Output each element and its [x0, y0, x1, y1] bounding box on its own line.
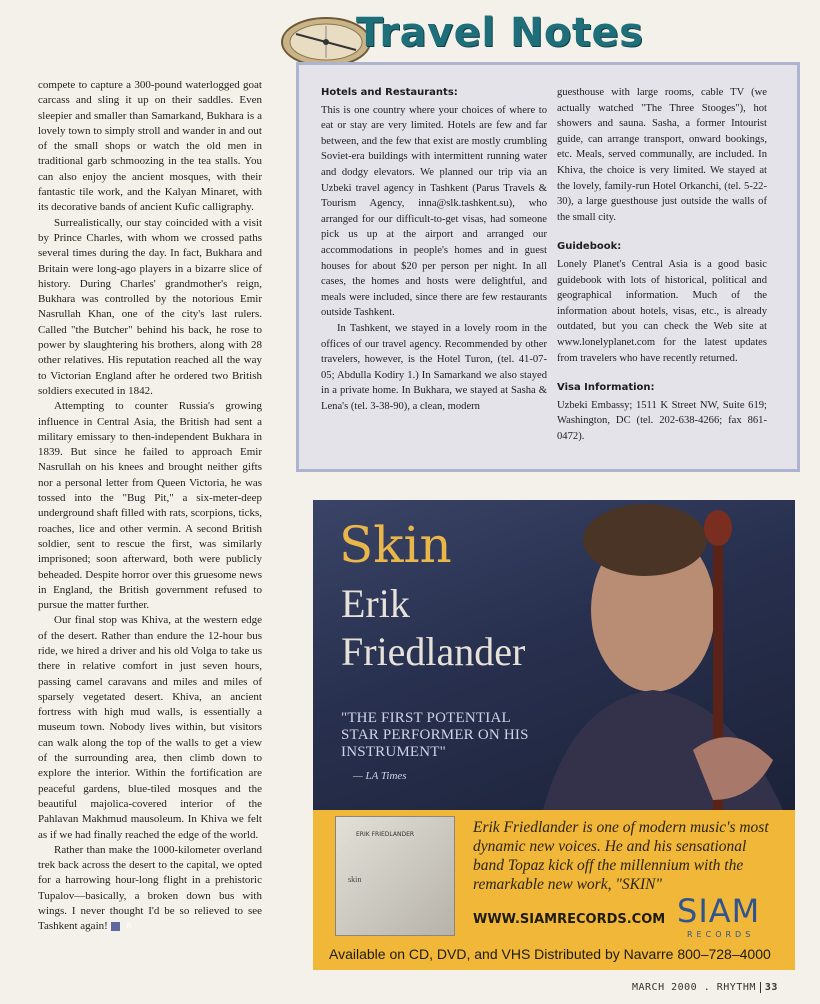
guidebook-heading: Guidebook:	[557, 241, 622, 253]
availability-text: Available on CD, DVD, and VHS Distributed by Navarre 800–728–4000	[329, 946, 771, 962]
section-header	[280, 4, 644, 66]
cd-cover-album: skin	[348, 875, 362, 884]
hotels-heading: Hotels and Restaurants:	[321, 87, 458, 98]
album-title: Skin	[339, 516, 452, 574]
issue-label: MARCH 2000 . RHYTHM	[632, 982, 756, 993]
article-paragraph: Our final stop was Khiva, at the western edge of the desert. Rather than endure the 12-hour bus ride, we hired a driver and his old Volga to take us there in relative comfort in just seven hours, passing camel caravans and miles and miles of sparsely vegetated desert. Khiva, an ancient fortress with high mud walls, is essentially a museum town. Nobody lives within, but visitors can walk along the top of the walls to get a view of the surrounding area, then climb down to explore the interior. Within the fortification are peaceful gardens, blue-tiled mosques and the beautiful majolica-covered interior of the Pahlavan Makhmud mausoleum. In Khiva we felt as if we had finally reached the edge of the world.	[38, 614, 262, 841]
article-paragraph: Surrealistically, our stay coincided with a visit by Prince Charles, with whom we crossed paths several times during the day. In fact, Bukhara and Britain were long-ago players in a bizarre slice of history. During Charles' grandmother's reign, Bukhara was controlled by the notorious Emir Nasrullah Khan, one of the city's last rulers. Called "the Butcher" behind his back, he rose to power by slaughtering his brothers, along with 28 other relatives. His reputation reached all the way to Victorian England after he ordered two British soldiers executed in 1842.	[38, 216, 262, 397]
article-paragraph: Attempting to counter Russia's growing influence in Central Asia, the British had sent a military emissary to then-independent Bukhara in 1839. But since he failed to approach Emir Nasrullah on his knees and brought neither gifts nor a personal letter from Queen Victoria, he was tossed into the "Bug Pit," a six-meter-deep underground shaft filled with rats, scorpions, ticks, roaches, lice and other vermin. A second British soldier, sent to rescue the first, was similarly imprisoned; soon afterward, both were publicly beheaded. Despite horror over this gruesome news in England, the British government refused to pursue the matter further.	[38, 400, 262, 612]
guidebook-text: Lonely Planet's Central Asia is a good basic guidebook with lots of historical, political and geographical information. Much of the information about hotels, visas, etc., is already outdated, but you can check the Web site at www.lonelyplanet.com for the latest updates from travelers who have recently returned.	[557, 258, 767, 364]
artist-first-name: Erik	[341, 581, 410, 626]
travel-notes-box	[296, 62, 800, 472]
visa-heading: Visa Information:	[557, 382, 655, 394]
cd-cover-image	[335, 816, 455, 936]
page-footer	[632, 982, 778, 993]
article-paragraph	[38, 843, 262, 935]
press-quote-source: — LA Times	[353, 770, 407, 782]
article-closing-text: Rather than make the 1000-kilometer overland trek back across the desert to the capital, we opted for a harrowing hour-long flight in a prehistoric Tupalov—basically, a broken down bus with wings. I never thought I'd be so relieved to see Tashkent again!	[38, 843, 262, 933]
article-paragraph: compete to capture a 300-pound waterlogged goat carcass and sling it up on their saddles. Even sleepier and smaller than Samarkand, Bukhara is a lovely town to simply stroll and wander in and out of the small shops or watch the old men in traditional garb schmoozing in the tea stalls. You can also enjoy the ancient mosques, with their fantastic tile work, and the Kalyan Minaret, with its decorative bands of ancient Kufic calligraphy.	[38, 79, 262, 214]
notes-column-2	[557, 85, 767, 444]
artist-last-name: Friedlander	[341, 629, 526, 674]
ad-info-panel	[313, 810, 795, 970]
article-column	[38, 78, 262, 935]
hotels-paragraph: In Tashkent, we stayed in a lovely room in the offices of our travel agency. Recommended by other travelers, however, is the Hotel Turon, (tel. 41-07-05; Abdulla Kodiry 1.) In Samarkand we also stayed in a private home. In Bukhara, we stayed at Sasha & Lena's (tel. 3-38-90), a clean, modern	[321, 322, 547, 412]
visa-text: Uzbeki Embassy; 1511 K Street NW, Suite 619; Washington, DC (tel. 202-638-4266; fax 861-0472).	[557, 399, 767, 442]
page-number: 33	[760, 982, 778, 993]
hotels-paragraph: guesthouse with large rooms, cable TV (we actually watched "The Three Stooges"), hot showers and sauna. Sasha, a former Intourist guide, can arrange transport, onward bookings, etc. Meals, served communally, are included. In Khiva, the choice is very limited. We stayed at the lovely, family-run Hotel Orkanchi, (tel. 5-22-30), a large guesthouse just outside the walls of the small city.	[557, 87, 767, 223]
artist-photo	[313, 500, 795, 810]
siam-records-logo-sub: RECORDS	[687, 930, 755, 939]
cd-cover-artist: ERIK FRIEDLANDER	[356, 831, 415, 838]
notes-column-1	[321, 85, 547, 414]
siam-records-logo: SIAM	[677, 892, 761, 930]
hotels-paragraph: This is one country where your choices of where to eat or stay are very limited. Hotels are few and far between, and the few that exist are mostly crumbling Soviet-era buildings with intermittent running water and dodgy elevators. We planned our trip via an Uzbeki travel agency in Tashkent (Parus Travels & Tourism Agency, inna@slk.tashkent.su), who arranged for our difficult-to-get visas, had someone pick us up at the airport and arranged our accommodations in people's homes and in guest houses for about $20 per person per night. In all cases, the homes and hosts were delightful, and meals were included, since there are few restaurants outside Tashkent.	[321, 104, 547, 319]
ad-website-link[interactable]: WWW.SIAMRECORDS.COM	[473, 912, 666, 927]
page-title: Travel Notes	[356, 10, 644, 56]
album-advertisement	[313, 500, 795, 970]
end-mark-icon: R	[111, 922, 120, 931]
ad-blurb: Erik Friedlander is one of modern music's most dynamic new voices. He and his sensational band Topaz kick off the millennium with the remarkable new work, "SKIN"	[473, 819, 769, 893]
press-quote: "THE FIRST POTENTIAL STAR PERFORMER ON HIS INSTRUMENT"	[341, 710, 529, 760]
